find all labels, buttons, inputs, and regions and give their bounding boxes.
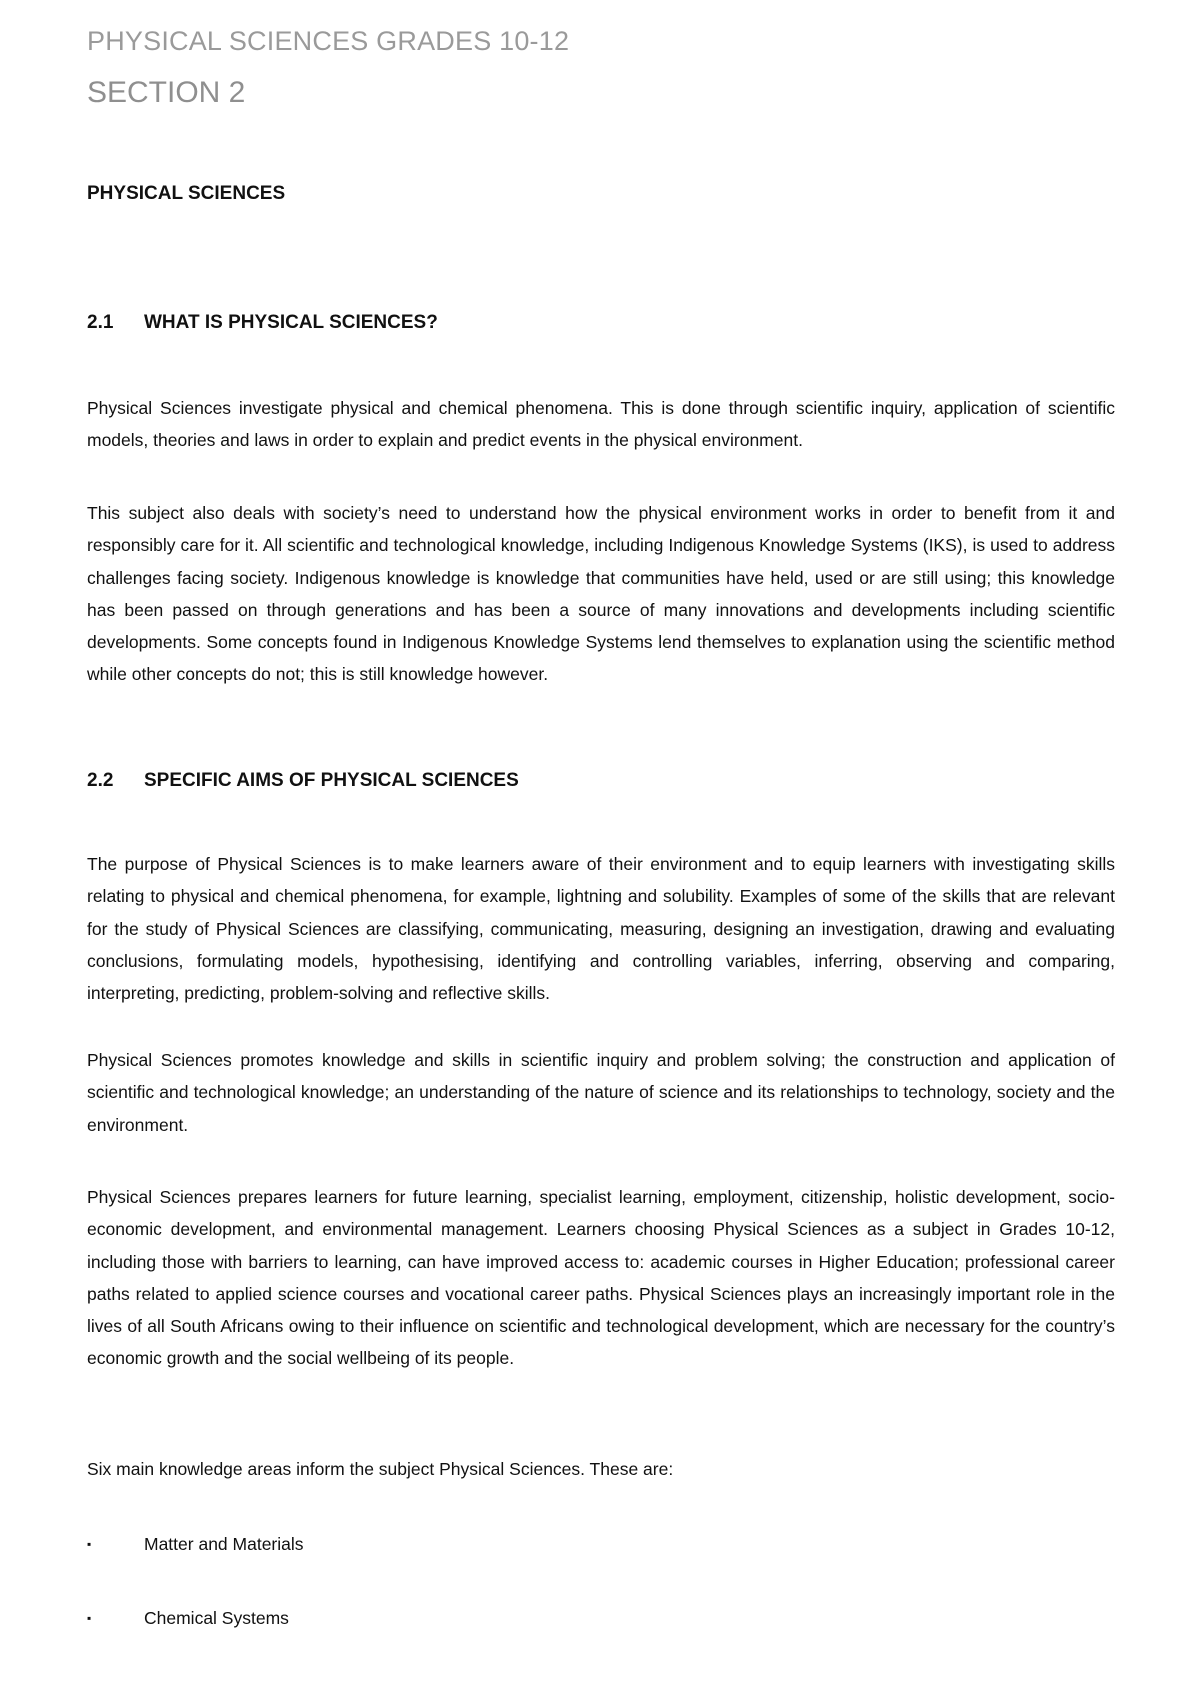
section-2-2-paragraph-3: Physical Sciences prepares learners for future learning, specialist learning, employment, citizenship, holistic development, socio-economic development, and environmental management. Learners choosing Physical Sciences as a subject in Grades 10-12, including those with barriers to learning, can have improved access to: academic courses in Higher Education; professional career paths related to applied science courses and vocational career paths. Physical Sciences plays an increasingly important role in the lives of all South Africans owing to their influence on scientific and technological development, which are necessary for the country’s economic growth and the social wellbeing of its people. (87, 1187, 1115, 1369)
section-2-2-paragraph-2: Physical Sciences promotes knowledge and skills in scientific inquiry and problem solving; the construction and application of scientific and technological knowledge; an understanding of the nature of science and its relationships to technology, society and the environment. (87, 1050, 1115, 1135)
section-2-2-heading (87, 770, 519, 792)
list-item (87, 1534, 304, 1555)
section-2-2-paragraph-1: The purpose of Physical Sciences is to make learners aware of their environment and to equip learners with investigating skills relating to physical and chemical phenomena, for example, lightning and solubility. Examples of some of the skills that are relevant for the study of Physical Sciences are classifying, communicating, measuring, designing an investigation, drawing and evaluating conclusions, formulating models, hypothesising, identifying and controlling variables, inferring, observing and comparing, interpreting, predicting, problem-solving and reflective skills. (87, 854, 1115, 1004)
bullet-icon: ▪ (87, 1611, 92, 1625)
section-2-1-paragraph-1: Physical Sciences investigate physical and chemical phenomena. This is done through scientific inquiry, application of scientific models, theories and laws in order to explain and predict events in the physical environment. (87, 398, 1115, 451)
section-2-1-title: WHAT IS PHYSICAL SCIENCES? (144, 312, 438, 333)
section-2-1-paragraph-2: This subject also deals with society’s need to understand how the physical environment works in order to benefit from it and responsibly care for it. All scientific and technological knowledge, including Indigenous Knowledge Systems (IKS), is used to address challenges facing society. Indigenous knowledge is knowledge that communities have held, used or are still using; this knowledge has been passed on through generations and has been a source of many innovations and developments including scientific developments. Some concepts found in Indigenous Knowledge Systems lend themselves to explanation using the scientific method while other concepts do not; this is still knowledge however. (87, 503, 1115, 685)
section-2-1-number: 2.1 (87, 312, 114, 333)
section-2-2-title: SPECIFIC AIMS OF PHYSICAL SCIENCES (144, 770, 519, 791)
running-header-section: SECTION 2 (87, 76, 246, 109)
bullet-icon: ▪ (87, 1537, 92, 1551)
list-item-label: Matter and Materials (144, 1534, 304, 1554)
section-2-1-heading (87, 312, 438, 334)
document-title: PHYSICAL SCIENCES (87, 183, 286, 204)
running-header-title: PHYSICAL SCIENCES GRADES 10-12 (87, 26, 570, 56)
list-item (87, 1608, 289, 1629)
section-2-2-paragraph-4: Six main knowledge areas inform the subject Physical Sciences. These are: (87, 1459, 674, 1479)
list-item-label: Chemical Systems (144, 1608, 289, 1628)
section-2-2-number: 2.2 (87, 770, 114, 791)
